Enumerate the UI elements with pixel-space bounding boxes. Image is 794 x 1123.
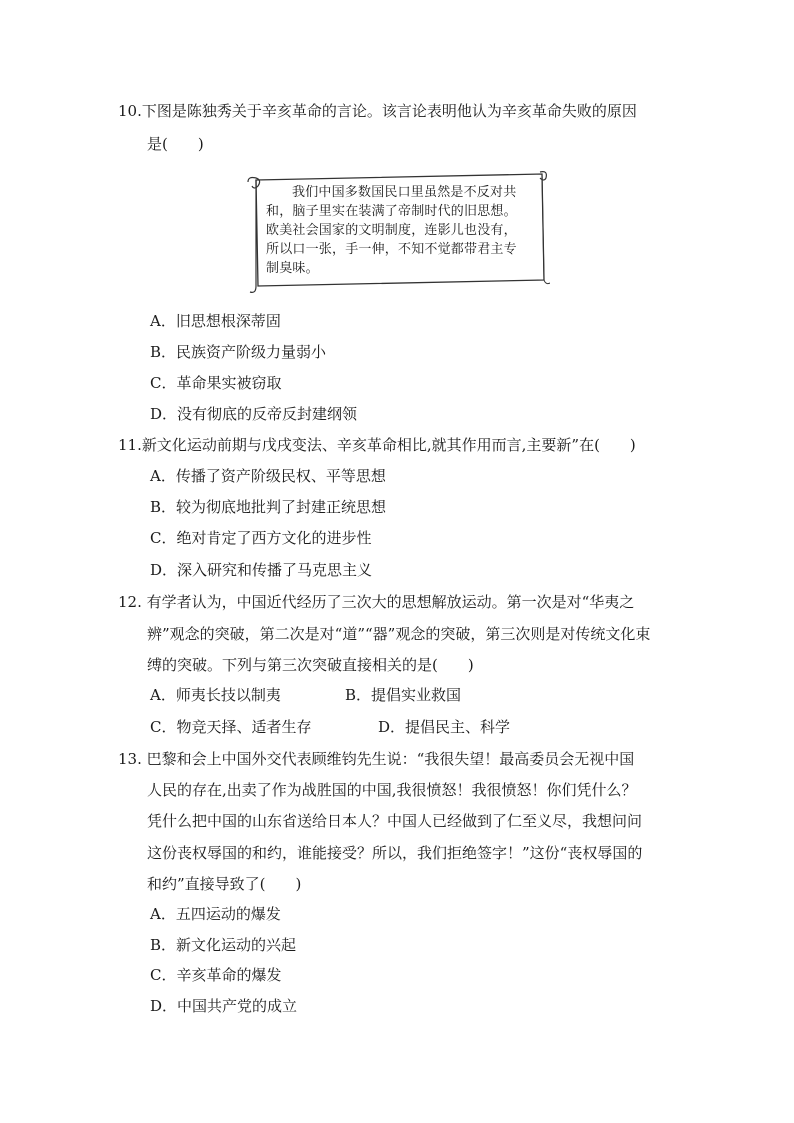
question-10-stem-line-1 — [118, 101, 637, 121]
question-12-stem-line-1 — [118, 592, 634, 612]
quote-line: 和，脑子里实在装满了帝制时代的旧思想。 — [266, 204, 517, 219]
option-b[interactable]: B．较为彻底地批判了封建正统思想 — [150, 498, 387, 516]
quote-text — [266, 183, 546, 278]
question-13-stem-line-4: 这份丧权辱国的和约，谁能接受？所以，我们拒绝签字！”这份“丧权辱国的 — [147, 844, 643, 862]
question-12-stem-line-2: 辨”观念的突破，第二次是对“道”“器”观念的突破，第三次则是对传统文化束 — [147, 625, 651, 643]
question-13-stem-line-1 — [118, 749, 634, 769]
option-c[interactable]: C．绝对肯定了西方文化的进步性 — [150, 529, 372, 547]
question-13-stem-line-5: 和约”直接导致了( ) — [147, 875, 302, 893]
option-b[interactable]: B．新文化运动的兴起 — [150, 936, 297, 954]
quote-scroll-image — [246, 168, 550, 296]
option-a[interactable]: A．师夷长技以制夷 — [150, 686, 281, 704]
question-text: 下图是陈独秀关于辛亥革命的言论。该言论表明他认为辛亥革命失败的原因 — [141, 102, 637, 120]
option-a[interactable]: A．旧思想根深蒂固 — [150, 312, 281, 330]
question-text: 巴黎和会上中国外交代表顾维钧先生说：“我很失望！最高委员会无视中国 — [146, 750, 635, 768]
question-text: 有学者认为，中国近代经历了三次大的思想解放运动。第一次是对“华夷之 — [146, 593, 635, 611]
option-d[interactable]: D．中国共产党的成立 — [150, 997, 298, 1015]
quote-line: 我们中国多数国民口里虽然是不反对共 — [292, 185, 517, 200]
question-number: 12. — [118, 593, 142, 611]
question-number: 13. — [118, 750, 142, 768]
option-d[interactable]: D．没有彻底的反帝反封建纲领 — [150, 405, 358, 423]
option-c[interactable]: C．革命果实被窃取 — [150, 374, 282, 392]
quote-line: 所以口一张，手一伸，不知不觉都带君主专 — [266, 242, 517, 257]
option-a[interactable]: A．五四运动的爆发 — [150, 905, 281, 923]
question-number: 11. — [118, 436, 142, 454]
question-11-stem — [118, 435, 636, 455]
quote-line: 制臭味。 — [266, 261, 319, 276]
quote-line: 欧美社会国家的文明制度，连影儿也没有， — [266, 223, 517, 238]
option-d[interactable]: D．提倡民主、科学 — [378, 718, 511, 736]
option-d[interactable]: D．深入研究和传播了马克思主义 — [150, 561, 373, 579]
option-b[interactable]: B．提倡实业救国 — [345, 686, 462, 704]
question-12-stem-line-3: 缚的突破。下列与第三次突破直接相关的是( ) — [147, 656, 474, 674]
question-number: 10. — [118, 102, 142, 120]
option-b[interactable]: B．民族资产阶级力量弱小 — [150, 343, 327, 361]
option-c[interactable]: C．辛亥革命的爆发 — [150, 966, 282, 984]
option-a[interactable]: A．传播了资产阶级民权、平等思想 — [150, 467, 386, 485]
option-c[interactable]: C．物竞天择、适者生存 — [150, 718, 312, 736]
question-13-stem-line-2: 人民的存在,出卖了作为战胜国的中国,我很愤怒！我很愤怒！你们凭什么？ — [147, 781, 637, 799]
question-13-stem-line-3: 凭什么把中国的山东省送给日本人？中国人已经做到了仁至义尽，我想问问 — [147, 812, 643, 830]
question-text: 新文化运动前期与戊戌变法、辛亥革命相比,就其作用而言,主要新”在( ) — [141, 436, 636, 454]
question-10-stem-line-2: 是( ) — [147, 135, 204, 153]
